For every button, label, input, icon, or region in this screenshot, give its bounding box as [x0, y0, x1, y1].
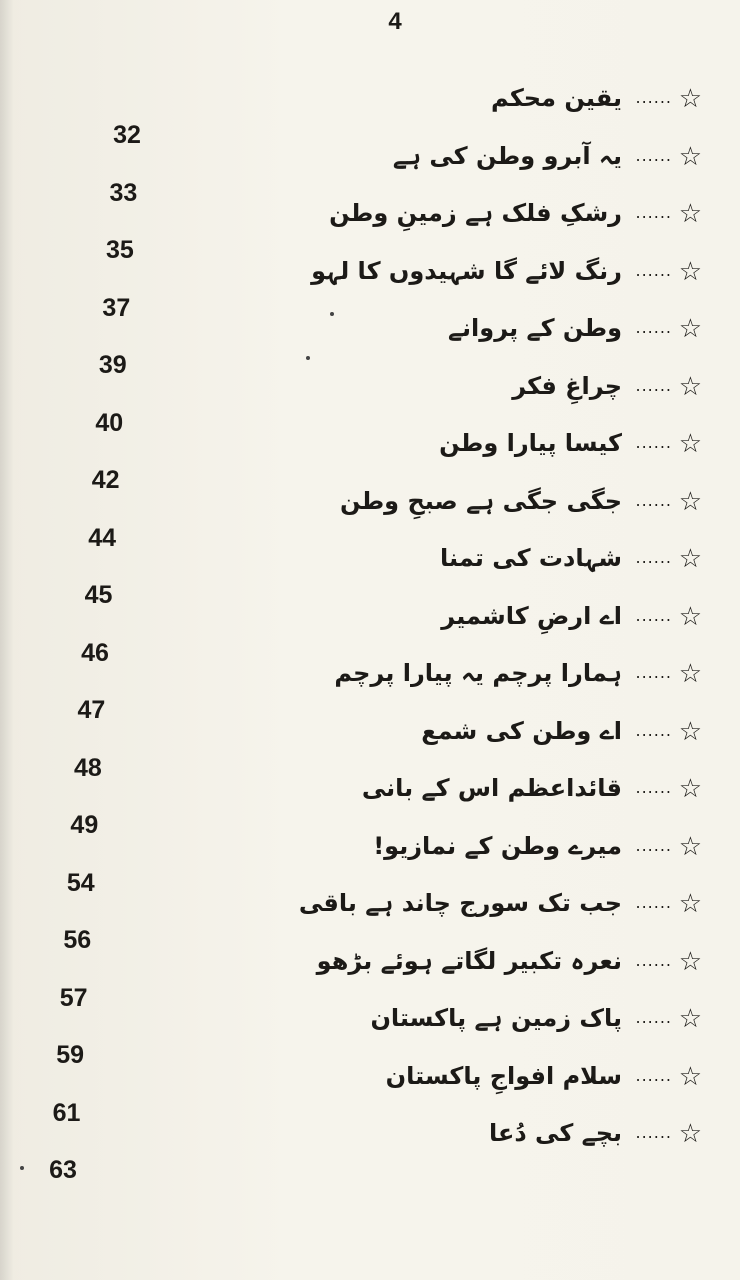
star-icon: ☆ — [678, 889, 702, 919]
toc-entry — [0, 600, 740, 667]
toc-entry-title: ہمارا پرچم یہ پیارا پرچم — [334, 659, 622, 687]
toc-entry-title: اے ارضِ کاشمیر — [441, 601, 622, 630]
toc-entry-title: نعرہ تکبیر لگاتے ہوئے بڑھو — [316, 946, 622, 975]
star-icon: ☆ — [678, 486, 702, 517]
toc-entry-title: اے وطن کی شمع — [421, 716, 622, 745]
toc-entry-page: 56 — [63, 926, 92, 954]
toc-entry — [0, 1060, 740, 1127]
toc-entry — [0, 715, 740, 782]
leader-dots: ...... — [635, 375, 672, 395]
toc-entry-title: سلام افواجِ پاکستان — [385, 1061, 622, 1090]
leader-dots: ...... — [635, 490, 672, 510]
leader-dots: ...... — [635, 548, 672, 567]
toc-entry-title: چراغِ فکر — [512, 371, 622, 400]
toc-entry — [0, 82, 740, 149]
toc-entry-title: بچے کی دُعا — [488, 1119, 622, 1147]
toc-entry — [0, 140, 740, 207]
toc-entry-page: 63 — [49, 1156, 77, 1184]
toc-entry — [0, 1117, 740, 1184]
toc-entry — [0, 887, 740, 954]
leader-dots: ...... — [635, 778, 672, 797]
star-icon: ☆ — [678, 371, 702, 402]
leader-dots: ...... — [635, 720, 672, 740]
toc-entry — [0, 312, 740, 379]
toc-entry-page: 44 — [88, 523, 117, 552]
leader-dots: ...... — [635, 433, 672, 452]
leader-dots: ...... — [635, 318, 672, 337]
toc-entry-title: یہ آبرو وطن کی ہے — [392, 141, 622, 170]
toc-entry-page: 40 — [95, 408, 124, 437]
toc-entry-title: میرے وطن کے نمازیو! — [373, 831, 622, 860]
leader-dots: ...... — [635, 1065, 672, 1085]
toc-entry-page: 57 — [59, 983, 88, 1012]
star-icon: ☆ — [678, 199, 702, 229]
toc-entry-title: رشکِ فلک ہے زمینِ وطن — [329, 199, 622, 227]
toc-entry — [0, 485, 740, 552]
star-icon: ☆ — [678, 1119, 702, 1149]
star-icon: ☆ — [678, 659, 702, 689]
toc-entry-page: 33 — [109, 178, 138, 207]
star-icon: ☆ — [678, 1061, 702, 1092]
leader-dots: ...... — [635, 950, 672, 970]
leader-dots: ...... — [635, 260, 672, 280]
toc-entry-page: 61 — [52, 1098, 81, 1127]
leader-dots: ...... — [635, 835, 672, 855]
toc-entry — [0, 427, 740, 494]
star-icon: ☆ — [678, 314, 702, 344]
toc-entry-page: 47 — [77, 696, 106, 724]
star-icon: ☆ — [678, 716, 702, 747]
star-icon: ☆ — [678, 831, 702, 862]
star-icon: ☆ — [678, 774, 702, 804]
star-icon: ☆ — [678, 601, 702, 632]
toc-entry — [0, 370, 740, 437]
toc-entry-title: یقین محکم — [491, 84, 622, 112]
toc-entry-page: 54 — [66, 868, 95, 897]
toc-entry-title: پاک زمین ہے پاکستان — [370, 1004, 622, 1032]
star-icon: ☆ — [678, 141, 702, 172]
toc-entry-page: 32 — [113, 121, 141, 149]
toc-entry-page: 42 — [91, 466, 120, 494]
ink-speck — [306, 356, 310, 360]
ink-speck — [20, 1166, 24, 1170]
star-icon: ☆ — [678, 544, 702, 574]
toc-entry — [0, 255, 740, 322]
toc-entry-page: 39 — [98, 351, 127, 379]
leader-dots: ...... — [635, 663, 672, 682]
toc-entry — [0, 1002, 740, 1069]
toc-entry-title: قائداعظم اس کے بانی — [361, 774, 622, 802]
leader-dots: ...... — [635, 88, 672, 107]
star-icon: ☆ — [678, 1004, 702, 1034]
leader-dots: ...... — [635, 145, 672, 165]
leader-dots: ...... — [635, 1008, 672, 1027]
toc-entry-page: 49 — [70, 811, 99, 839]
toc-entry — [0, 197, 740, 264]
toc-entry-page: 35 — [105, 236, 134, 264]
toc-entry-page: 46 — [81, 638, 109, 667]
ink-speck — [330, 312, 334, 316]
star-icon: ☆ — [678, 429, 702, 459]
leader-dots: ...... — [635, 203, 672, 222]
toc-entry — [0, 945, 740, 1012]
toc-entry — [0, 772, 740, 839]
toc-entry-page: 37 — [102, 293, 131, 322]
toc-entry-title: وطن کے پروانے — [447, 314, 622, 342]
star-icon: ☆ — [678, 946, 702, 977]
toc-entry — [0, 657, 740, 724]
toc-entry-page: 59 — [56, 1041, 85, 1069]
leader-dots: ...... — [635, 893, 672, 912]
star-icon: ☆ — [678, 256, 702, 287]
toc-entry-title: کیسا پیارا وطن — [439, 429, 622, 457]
toc-entry-page: 45 — [84, 581, 113, 609]
leader-dots: ...... — [635, 605, 672, 625]
page-number: 4 — [388, 8, 402, 35]
toc-entry-title: جب تک سورج چاند ہے باقی — [298, 889, 622, 917]
toc-entry — [0, 542, 740, 609]
star-icon: ☆ — [678, 84, 702, 114]
toc-entry-title: جگی جگی ہے صبحِ وطن — [339, 486, 622, 515]
toc-entry-title: شہادت کی تمنا — [440, 544, 622, 572]
leader-dots: ...... — [635, 1123, 672, 1142]
toc-entry-page: 48 — [73, 753, 102, 782]
toc-entry-title: رنگ لائے گا شہیدوں کا لہو — [311, 256, 622, 285]
toc-entry — [0, 830, 740, 897]
